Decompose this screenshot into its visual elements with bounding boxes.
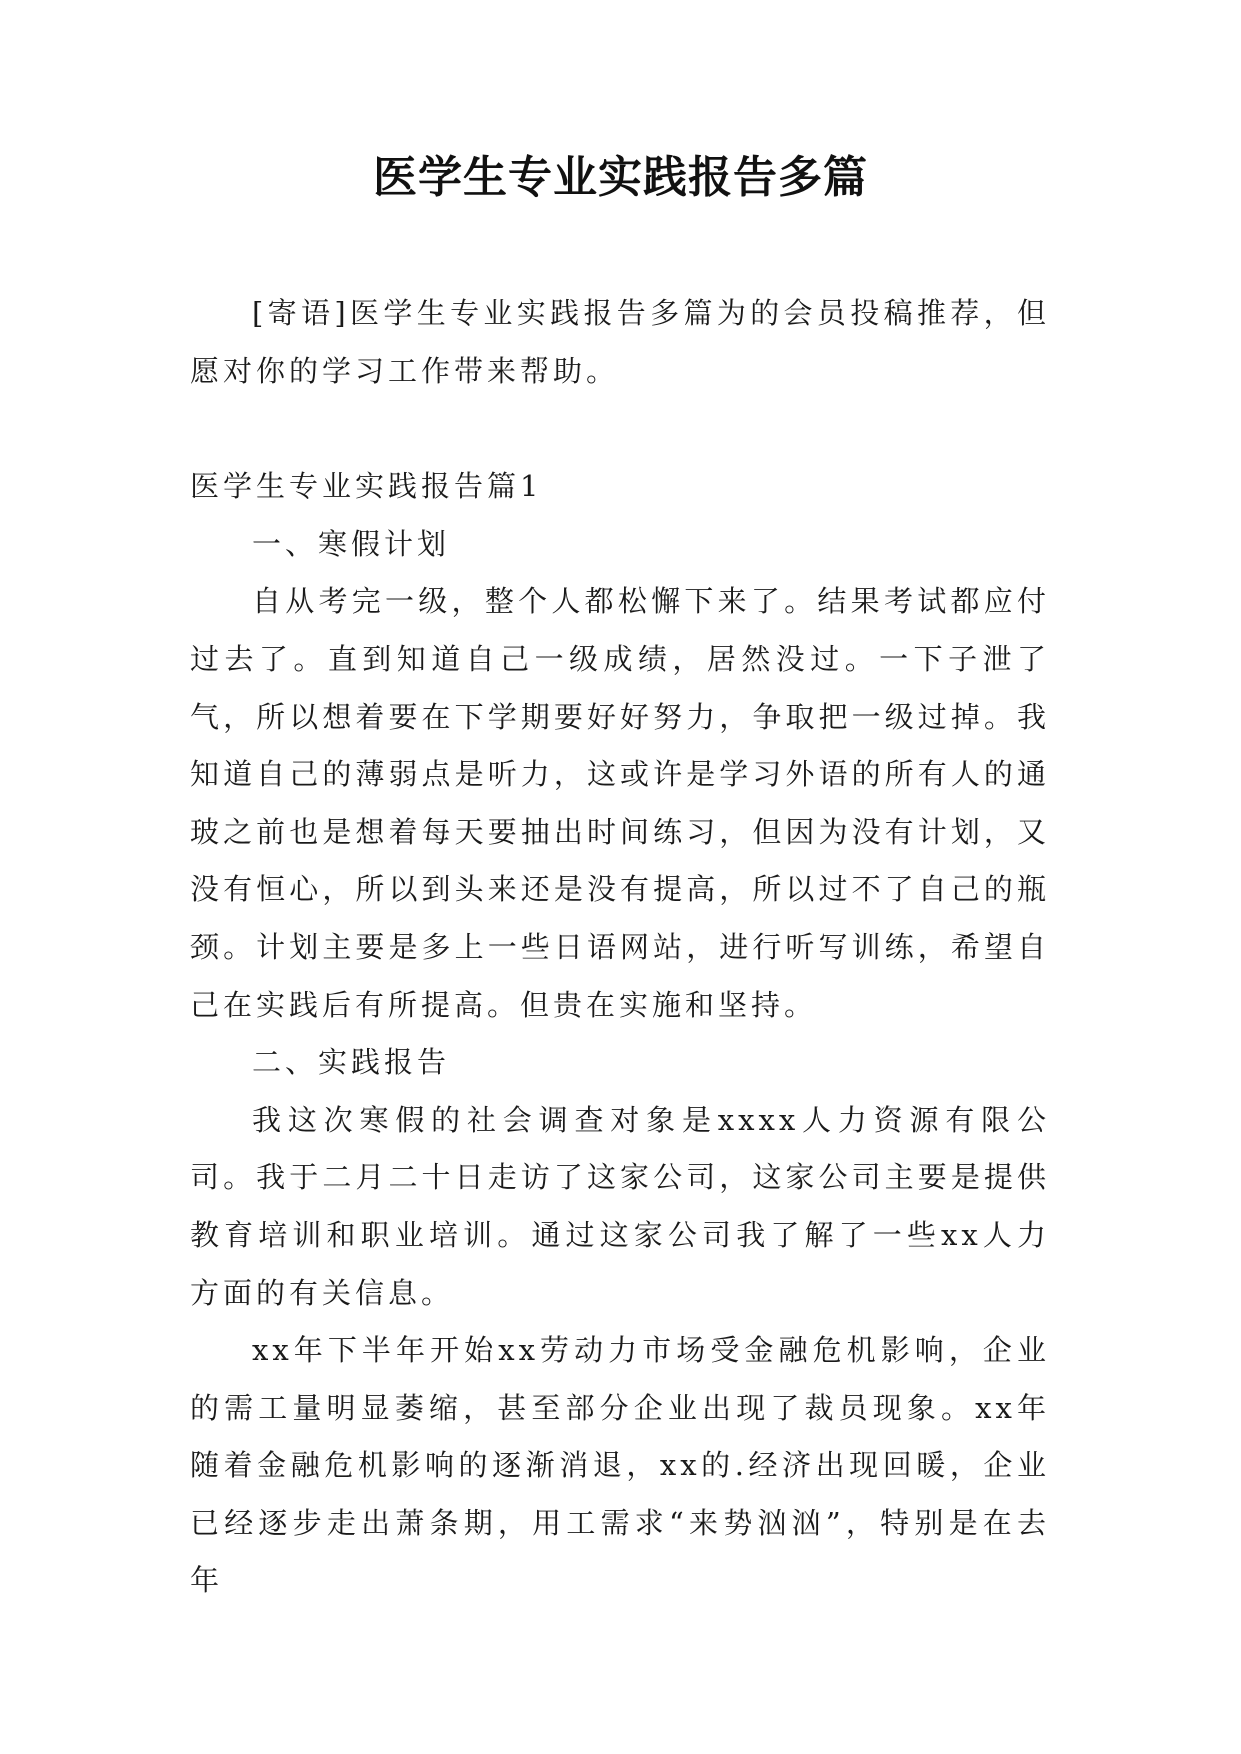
document-body (190, 285, 1050, 1610)
preface-paragraph: [寄语]医学生专业实践报告多篇为的会员投稿推荐，但愿对你的学习工作带来帮助。 (190, 296, 1050, 388)
document-title: 医学生专业实践报告多篇 (373, 152, 868, 203)
subsection-heading-report: 二、实践报告 (252, 1045, 451, 1080)
body-paragraph-plan: 自从考完一级，整个人都松懈下来了。结果考试都应付过去了。直到知道自己一级成绩，居然没过。一下子泄了气，所以想着要在下学期要好好努力，争取把一级过掉。我知道自己的薄弱点是听力，这或许是学习外语的所有人的通玻之前也是想着每天要抽出时间练习，但因为没有计划，又没有恒心，所以到头来还是没有提高，所以过不了自己的瓶颈。计划主要是多上一些日语网站，进行听写训练，希望自己在实践后有所提高。但贵在实施和坚持。 (190, 584, 1050, 1022)
body-paragraph-labor-market: xx年下半年开始xx劳动力市场受金融危机影响，企业的需工量明显萎缩，甚至部分企业出现了裁员现象。xx年随着金融危机影响的逐渐消退，xx的.经济出现回暖，企业已经逐步走出萧条期，用工需求“来势汹汹”，特别是在去年 (190, 1333, 1050, 1598)
section-title: 医学生专业实践报告篇1 (190, 469, 543, 504)
body-paragraph-survey: 我这次寒假的社会调查对象是xxxx人力资源有限公司。我于二月二十日走访了这家公司，这家公司主要是提供教育培训和职业培训。通过这家公司我了解了一些xx人力方面的有关信息。 (190, 1102, 1050, 1310)
subsection-heading-plan: 一、寒假计划 (252, 526, 451, 561)
